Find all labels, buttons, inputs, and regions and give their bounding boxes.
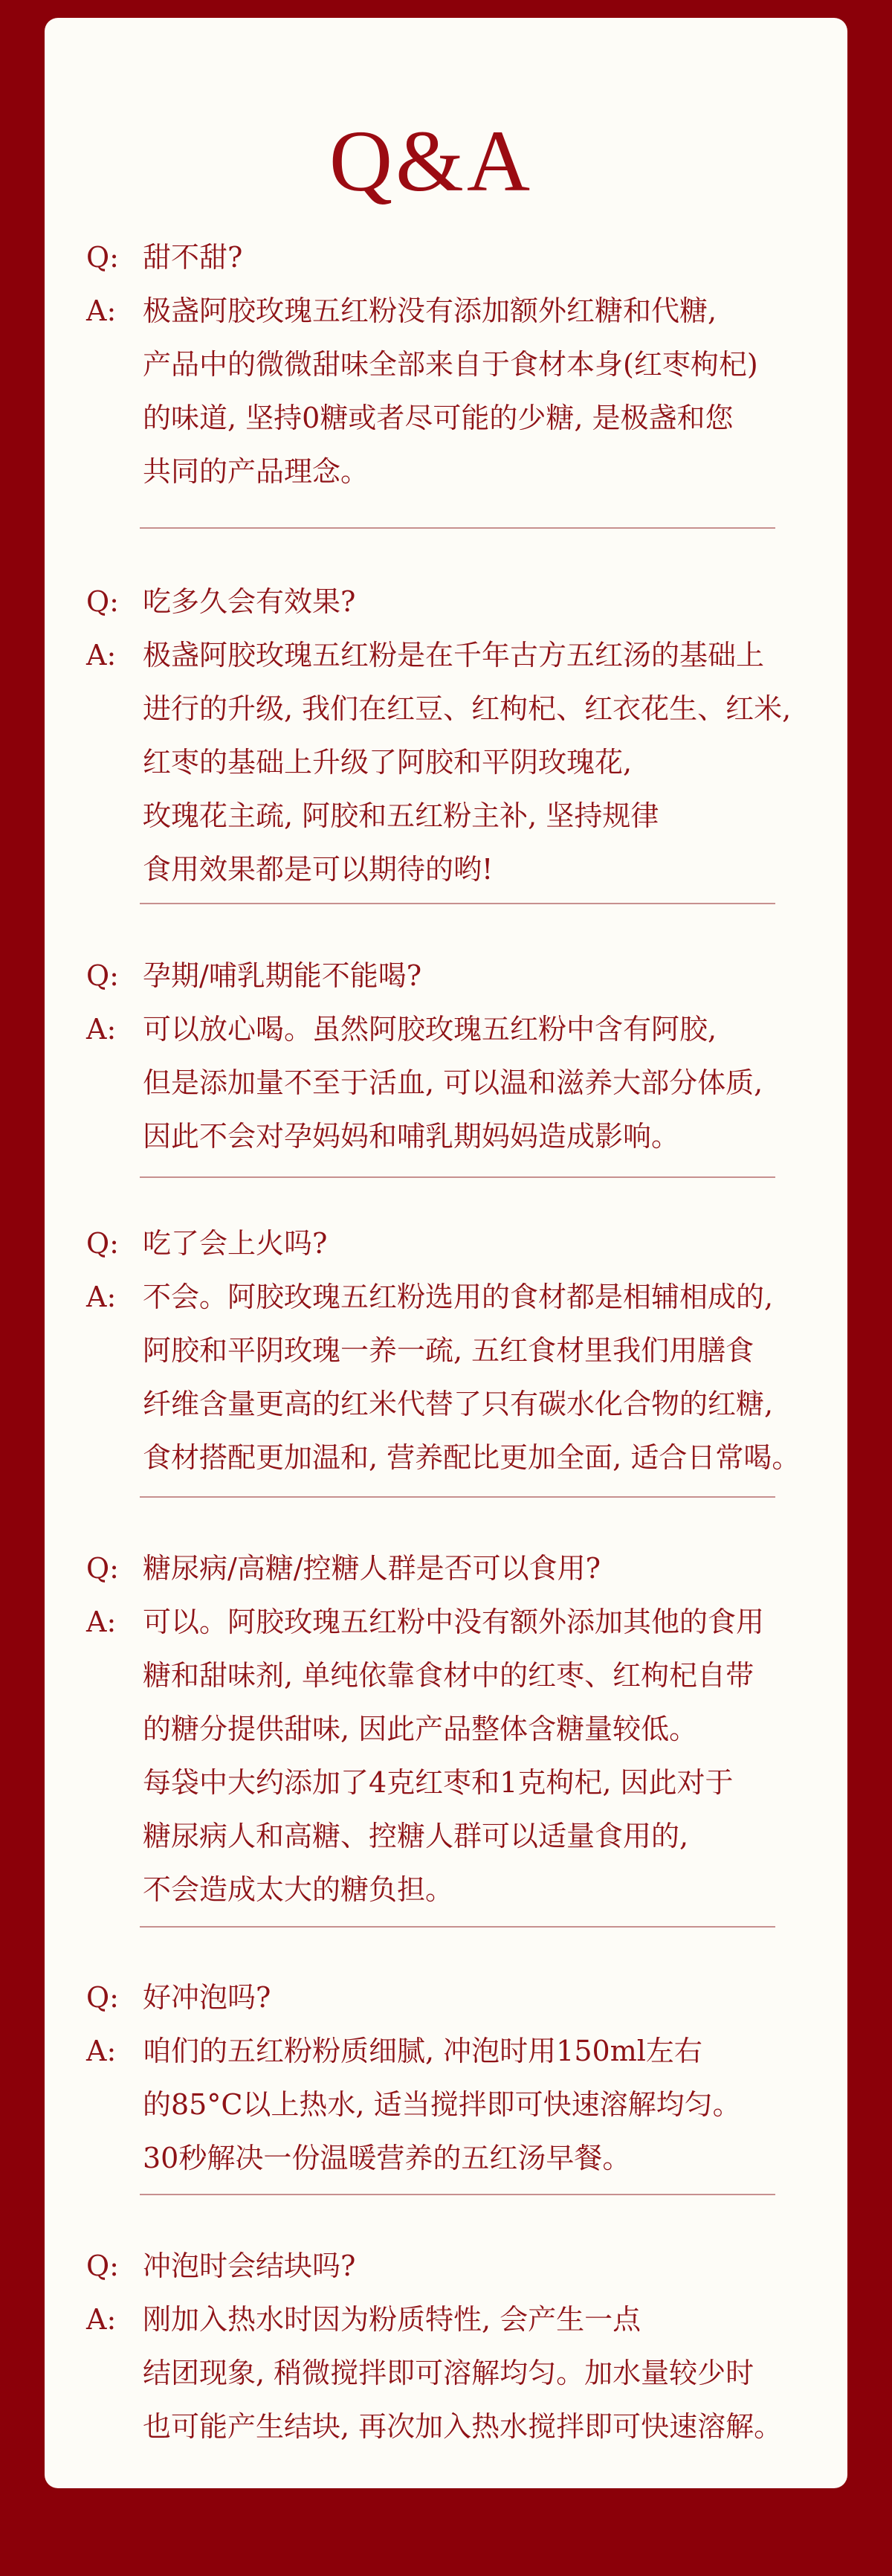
page-title: Q&A bbox=[329, 112, 534, 210]
answer-line: 可以放心喝。虽然阿胶玫瑰五红粉中含有阿胶, bbox=[143, 1013, 717, 1046]
answer-line: 极盏阿胶玫瑰五红粉是在千年古方五红汤的基础上 bbox=[143, 639, 765, 672]
divider bbox=[140, 2194, 775, 2195]
a-mark: A: bbox=[86, 1281, 117, 1313]
answer-line: 也可能产生结块, 再次加入热水搅拌即可快速溶解。 bbox=[143, 2410, 783, 2443]
a-mark: A: bbox=[86, 1606, 117, 1638]
q-mark: Q: bbox=[86, 2250, 119, 2282]
q-mark: Q: bbox=[86, 241, 119, 274]
q-mark: Q: bbox=[86, 1552, 119, 1585]
divider bbox=[140, 1496, 775, 1498]
answer bbox=[86, 2024, 830, 2185]
a-mark: A: bbox=[86, 639, 117, 672]
answer-line: 玫瑰花主疏, 阿胶和五红粉主补, 坚持规律 bbox=[143, 799, 659, 832]
qa-item-internal-heat bbox=[86, 1217, 830, 1484]
answer-line: 刚加入热水时因为粉质特性, 会产生一点 bbox=[143, 2303, 641, 2336]
answer-line: 阿胶和平阴玫瑰一养一疏, 五红食材里我们用膳食 bbox=[143, 1334, 754, 1367]
qa-item-sweetness bbox=[86, 231, 830, 498]
qa-item-effect bbox=[86, 575, 830, 896]
answer-line: 糖和甜味剂, 单纯依靠食材中的红枣、红枸杞自带 bbox=[143, 1659, 754, 1692]
answer-line: 可以。阿胶玫瑰五红粉中没有额外添加其他的食用 bbox=[143, 1606, 765, 1638]
question bbox=[86, 575, 830, 628]
question-text: 吃多久会有效果? bbox=[143, 585, 356, 618]
a-mark: A: bbox=[86, 1013, 117, 1046]
question-text: 吃了会上火吗? bbox=[143, 1227, 328, 1260]
answer-line: 共同的产品理念。 bbox=[143, 455, 369, 488]
q-mark: Q: bbox=[86, 959, 119, 992]
a-mark: A: bbox=[86, 2303, 117, 2336]
qa-card bbox=[45, 18, 847, 2488]
answer-line: 红枣的基础上升级了阿胶和平阴玫瑰花, bbox=[143, 746, 633, 779]
answer-line: 30秒解决一份温暖营养的五红汤早餐。 bbox=[143, 2142, 631, 2174]
answer-line: 因此不会对孕妈妈和哺乳期妈妈造成影响。 bbox=[143, 1120, 680, 1153]
answer-line: 进行的升级, 我们在红豆、红枸杞、红衣花生、红米, bbox=[143, 692, 792, 725]
answer bbox=[86, 2293, 830, 2453]
question-text: 好冲泡吗? bbox=[143, 1981, 271, 2014]
q-mark: Q: bbox=[86, 1981, 119, 2014]
question-text: 糖尿病/高糖/控糖人群是否可以食用? bbox=[143, 1552, 601, 1585]
qa-item-brewing bbox=[86, 1971, 830, 2185]
answer-line: 的糖分提供甜味, 因此产品整体含糖量较低。 bbox=[143, 1713, 698, 1745]
answer-line: 结团现象, 稍微搅拌即可溶解均匀。加水量较少时 bbox=[143, 2357, 754, 2389]
answer-line: 但是添加量不至于活血, 可以温和滋养大部分体质, bbox=[143, 1066, 763, 1099]
qa-item-diabetes bbox=[86, 1542, 830, 1916]
question bbox=[86, 1971, 830, 2024]
answer-line: 的味道, 坚持0糖或者尽可能的少糖, 是极盏和您 bbox=[143, 402, 734, 434]
qa-item-pregnancy bbox=[86, 949, 830, 1163]
question bbox=[86, 2239, 830, 2293]
answer-line: 不会造成太大的糖负担。 bbox=[143, 1873, 454, 1906]
answer-line: 纤维含量更高的红米代替了只有碳水化合物的红糖, bbox=[143, 1388, 774, 1420]
q-mark: Q: bbox=[86, 1227, 119, 1260]
answer-line: 糖尿病人和高糖、控糖人群可以适量食用的, bbox=[143, 1820, 689, 1852]
answer bbox=[86, 1595, 830, 1916]
answer bbox=[86, 1270, 830, 1484]
answer-line: 食用效果都是可以期待的哟! bbox=[143, 853, 494, 886]
answer bbox=[86, 628, 830, 896]
question-text: 孕期/哺乳期能不能喝? bbox=[143, 959, 422, 992]
question-text: 甜不甜? bbox=[143, 241, 243, 274]
answer-line: 咱们的五红粉粉质细腻, 冲泡时用150ml左右 bbox=[143, 2035, 702, 2067]
divider bbox=[140, 1926, 775, 1928]
answer-line: 每袋中大约添加了4克红枣和1克枸杞, 因此对于 bbox=[143, 1766, 734, 1799]
divider bbox=[140, 1176, 775, 1178]
answer bbox=[86, 1002, 830, 1163]
answer bbox=[86, 284, 830, 498]
qa-item-clumping bbox=[86, 2239, 830, 2453]
question bbox=[86, 231, 830, 284]
answer-line: 的85°C以上热水, 适当搅拌即可快速溶解均匀。 bbox=[143, 2088, 741, 2121]
answer-line: 产品中的微微甜味全部来自于食材本身(红枣枸杞) bbox=[143, 348, 758, 381]
question bbox=[86, 949, 830, 1002]
divider bbox=[140, 903, 775, 904]
a-mark: A: bbox=[86, 294, 117, 327]
a-mark: A: bbox=[86, 2035, 117, 2067]
answer-line: 极盏阿胶玫瑰五红粉没有添加额外红糖和代糖, bbox=[143, 294, 717, 327]
q-mark: Q: bbox=[86, 585, 119, 618]
answer-line: 食材搭配更加温和, 营养配比更加全面, 适合日常喝。 bbox=[143, 1441, 801, 1474]
question bbox=[86, 1542, 830, 1595]
divider bbox=[140, 527, 775, 529]
question bbox=[86, 1217, 830, 1270]
question-text: 冲泡时会结块吗? bbox=[143, 2250, 356, 2282]
answer-line: 不会。阿胶玫瑰五红粉选用的食材都是相辅相成的, bbox=[143, 1281, 774, 1313]
